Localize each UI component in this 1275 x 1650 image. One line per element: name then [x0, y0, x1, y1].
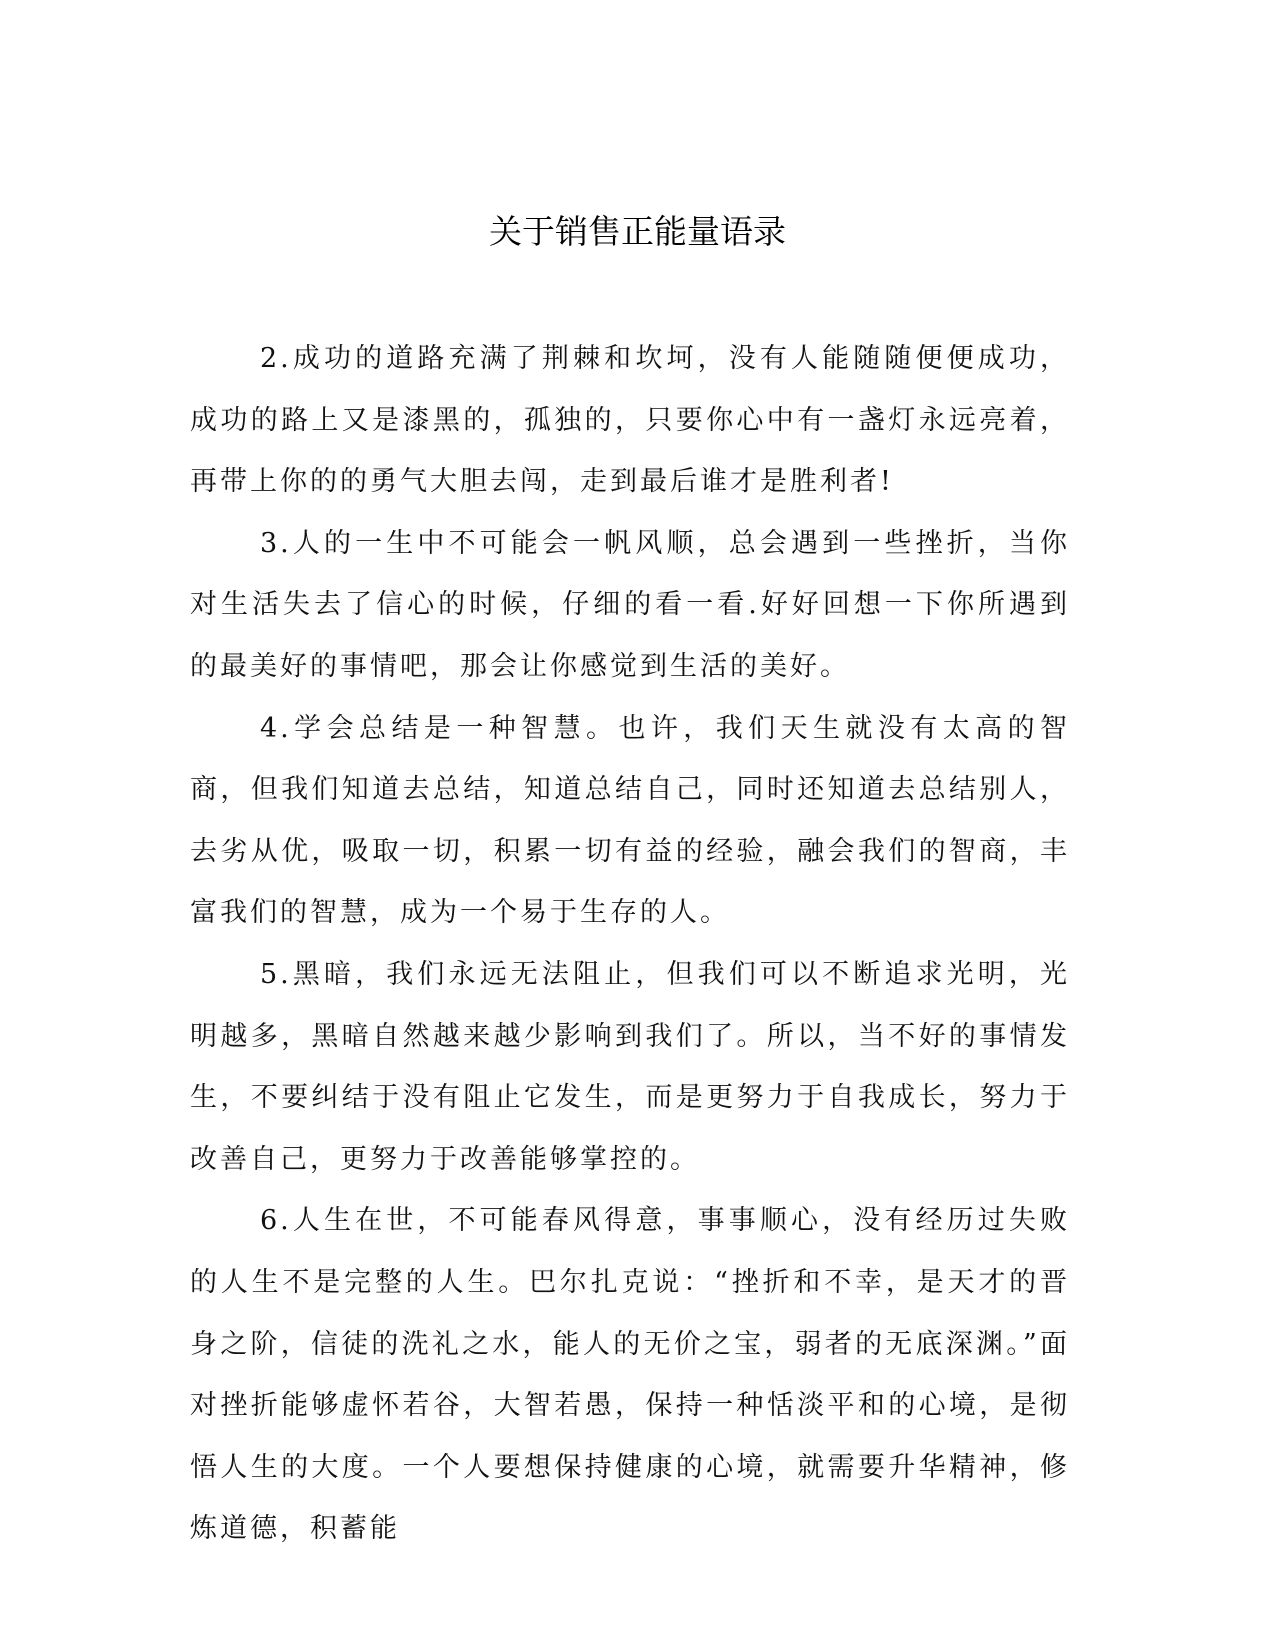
paragraph-6: 6.人生在世，不可能春风得意，事事顺心，没有经历过失败的人生不是完整的人生。巴尔扎克说：“挫折和不幸，是天才的晋身之阶，信徒的洗礼之水，能人的无价之宝，弱者的无底深渊。”面对挫折能够虚怀若谷，大智若愚，保持一种恬淡平和的心境，是彻悟人生的大度。一个人要想保持健康的心境，就需要升华精神，修炼道德，积蓄能	[190, 1205, 1070, 1545]
page-title: 关于销售正能量语录	[489, 212, 786, 251]
paragraph-5: 5.黑暗，我们永远无法阻止，但我们可以不断追求光明，光明越多，黑暗自然越来越少影响到我们了。所以，当不好的事情发生，不要纠结于没有阻止它发生，而是更努力于自我成长，努力于改善自己，更努力于改善能够掌控的。	[190, 958, 1070, 1175]
paragraph-3: 3.人的一生中不可能会一帆风顺，总会遇到一些挫折，当你对生活失去了信心的时候，仔细的看一看.好好回想一下你所遇到的最美好的事情吧，那会让你感觉到生活的美好。	[190, 527, 1070, 682]
document-body	[190, 328, 1070, 1560]
paragraph-2: 2.成功的道路充满了荆棘和坎坷，没有人能随随便便成功，成功的路上又是漆黑的，孤独的，只要你心中有一盏灯永远亮着，再带上你的的勇气大胆去闯，走到最后谁才是胜利者!	[190, 343, 1070, 498]
paragraph-4: 4.学会总结是一种智慧。也许，我们天生就没有太高的智商，但我们知道去总结，知道总结自己，同时还知道去总结别人，去劣从优，吸取一切，积累一切有益的经验，融会我们的智商，丰富我们的智慧，成为一个易于生存的人。	[190, 712, 1070, 929]
